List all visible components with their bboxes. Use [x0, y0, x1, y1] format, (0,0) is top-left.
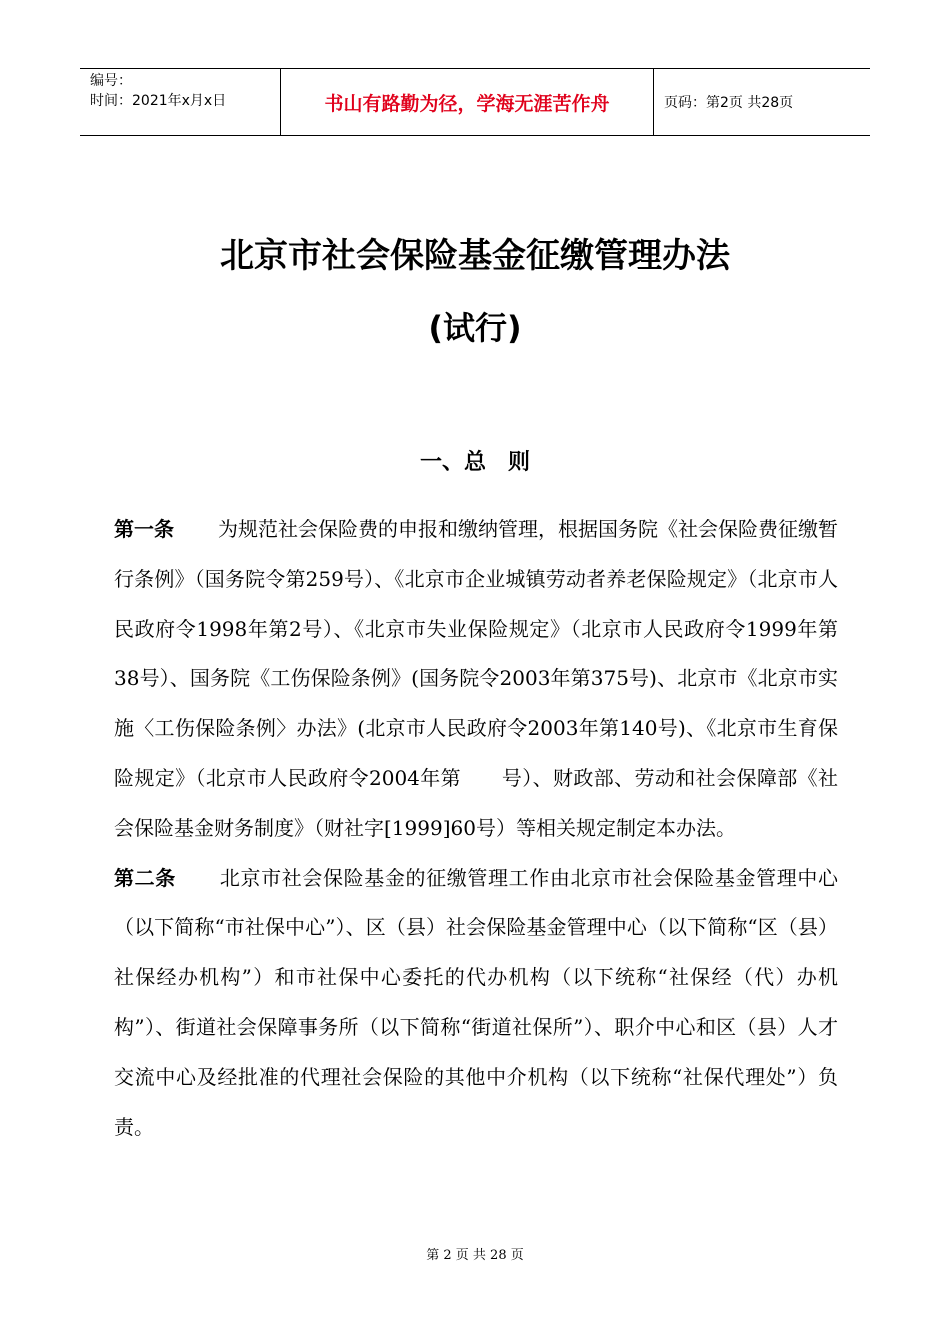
article-1-text: 为规范社会保险费的申报和缴纳管理，根据国务院《社会保险费征缴暂行条例》（国务院令第259号）、《北京市企业城镇劳动者养老保险规定》（北京市人民政府令1998年第2号）、《北京市失业保险规定》（北京市人民政府令1999年第38号）、国务院《工伤保险条例》(国务院令2003年第375号)、北京市《北京市实施〈工伤保险条例〉办法》(北京市人民政府令2003年第140号)、《北京市生育保险规定》（北京市人民政府令2004年第 号）、财政部、劳动和社会保障部《社会保险基金财务制度》（财社字[1999]60号）等相关规定制定本办法。 [114, 517, 838, 840]
document-time-label: 时间：2021年x月x日 [90, 93, 227, 109]
header-meta [80, 69, 281, 135]
article-1-label: 第一条 [114, 517, 174, 541]
article-2 [114, 854, 838, 1153]
document-title: 北京市社会保险基金征缴管理办法 [220, 236, 730, 276]
page-header [80, 68, 870, 136]
article-2-text: 北京市社会保险基金的征缴管理工作由北京市社会保险基金管理中心（以下简称“市社保中心”）、区（县）社会保险基金管理中心（以下简称“区（县）社保经办机构”）和市社保中心委托的代办机构（以下统称“社保经（代）办机构”）、街道社会保障事务所（以下简称“街道社保所”）、职介中心和区（县）人才交流中心及经批准的代理社会保险的其他中介机构（以下统称“社保代理处”）负责。 [114, 865, 838, 1139]
header-motto: 书山有路勤为径，学海无涯苦作舟 [324, 92, 610, 115]
header-page-info: 页码：第2页 共28页 [664, 95, 794, 111]
document-number-label: 编号： [90, 73, 132, 89]
document-body [114, 505, 838, 1152]
article-2-label: 第二条 [114, 865, 176, 890]
page-footer: 第 2 页 共 28 页 [426, 1248, 524, 1263]
header-page-info-cell [654, 69, 870, 135]
article-1 [114, 505, 838, 854]
section-heading: 一、总 则 [419, 450, 530, 475]
document-subtitle: (试行) [428, 309, 522, 347]
header-motto-cell [281, 69, 654, 135]
